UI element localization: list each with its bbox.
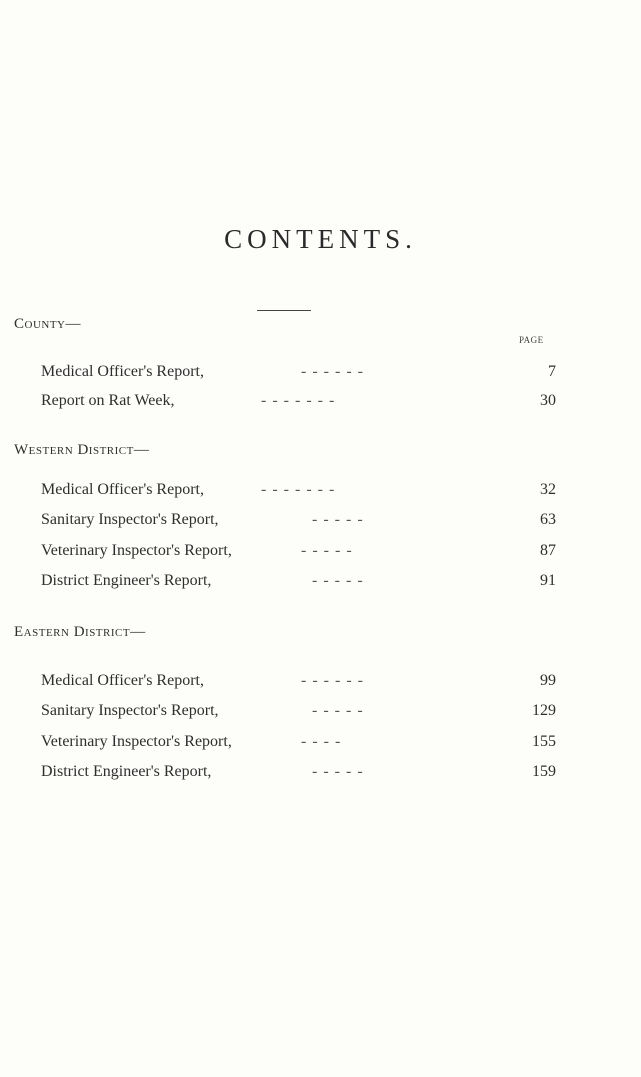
toc-entry[interactable] [41,511,556,533]
entry-page-number: 91 [540,572,556,589]
entry-label: Veterinary Inspector's Report, [41,733,232,750]
entry-label: Sanitary Inspector's Report, [41,511,219,528]
entry-leaders: - - - - - [312,511,364,528]
toc-entry[interactable] [41,392,556,414]
entry-label: Sanitary Inspector's Report, [41,702,219,719]
entry-label: Medical Officer's Report, [41,672,204,689]
entry-leaders: - - - - - [312,572,364,589]
entry-label: Report on Rat Week, [41,392,175,409]
section-heading-eastern-district: Eastern District— [14,624,146,640]
entry-leaders: - - - - - [301,542,353,559]
toc-entry[interactable] [41,481,556,503]
toc-entry[interactable] [41,672,556,694]
entry-page-number: 32 [540,481,556,498]
entry-label: District Engineer's Report, [41,763,212,780]
entry-leaders: - - - - - - - [261,392,336,409]
entry-leaders: - - - - - [312,702,364,719]
toc-entry[interactable] [41,733,556,755]
toc-entry[interactable] [41,542,556,564]
toc-entry[interactable] [41,363,556,385]
toc-entry[interactable] [41,763,556,785]
title-rule [257,310,311,311]
entry-page-number: 63 [540,511,556,528]
entry-page-number: 159 [532,763,556,780]
entry-label: Medical Officer's Report, [41,481,204,498]
entry-page-number: 99 [540,672,556,689]
entry-page-number: 155 [532,733,556,750]
toc-entry[interactable] [41,702,556,724]
toc-entry[interactable] [41,572,556,594]
page-column-label: PAGE [519,335,544,345]
entry-leaders: - - - - - - [301,363,364,380]
entry-label: Medical Officer's Report, [41,363,204,380]
entry-page-number: 129 [532,702,556,719]
page-title: CONTENTS. [224,224,417,254]
entry-label: Veterinary Inspector's Report, [41,542,232,559]
section-heading-county: County— [14,316,81,332]
entry-leaders: - - - - - - - [261,481,336,498]
entry-leaders: - - - - [301,733,342,750]
entry-page-number: 30 [540,392,556,409]
entry-label: District Engineer's Report, [41,572,212,589]
entry-page-number: 87 [540,542,556,559]
entry-leaders: - - - - - [312,763,364,780]
section-heading-western-district: Western District— [14,442,150,458]
entry-page-number: 7 [548,363,556,380]
entry-leaders: - - - - - - [301,672,364,689]
